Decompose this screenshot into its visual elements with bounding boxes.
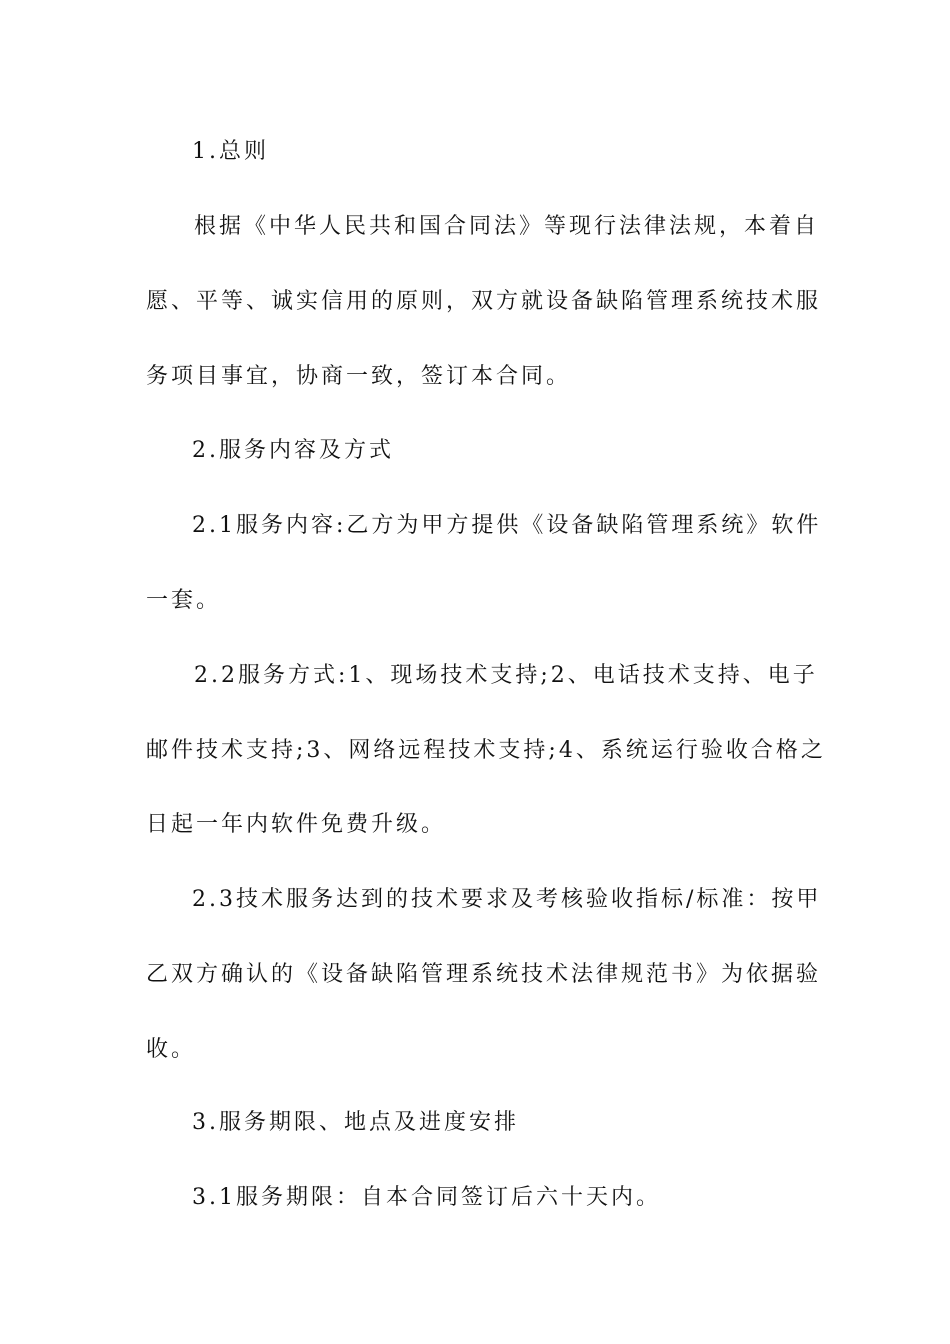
item-2-2-line-3: 日起一年内软件免费升级。	[146, 812, 447, 837]
item-2-3-line-1: 2.3技术服务达到的技术要求及考核验收指标/标准：按甲	[192, 887, 822, 912]
item-3-1: 3.1服务期限：自本合同签订后六十天内。	[192, 1185, 661, 1210]
item-2-3-line-3: 收。	[146, 1037, 197, 1062]
item-2-2-line-1: 2.2服务方式:1、现场技术支持;2、电话技术支持、电子	[194, 663, 818, 688]
section-2-heading: 2.服务内容及方式	[192, 438, 394, 463]
section-1-paragraph-line-3: 务项目事宜，协商一致，签订本合同。	[146, 364, 572, 389]
section-1-heading: 1.总则	[192, 139, 269, 164]
item-2-3-line-2: 乙双方确认的《设备缺陷管理系统技术法律规范书》为依据验	[146, 962, 822, 987]
item-2-1-line-2: 一套。	[146, 588, 222, 613]
item-2-1-line-1: 2.1服务内容:乙方为甲方提供《设备缺陷管理系统》软件	[192, 513, 822, 538]
section-1-paragraph-line-2: 愿、平等、诚实信用的原则，双方就设备缺陷管理系统技术服	[146, 289, 822, 314]
item-2-2-line-2: 邮件技术支持;3、网络远程技术支持;4、系统运行验收合格之	[146, 738, 826, 763]
section-1-paragraph-line-1: 根据《中华人民共和国合同法》等现行法律法规，本着自	[194, 214, 820, 239]
section-3-heading: 3.服务期限、地点及进度安排	[192, 1110, 519, 1135]
